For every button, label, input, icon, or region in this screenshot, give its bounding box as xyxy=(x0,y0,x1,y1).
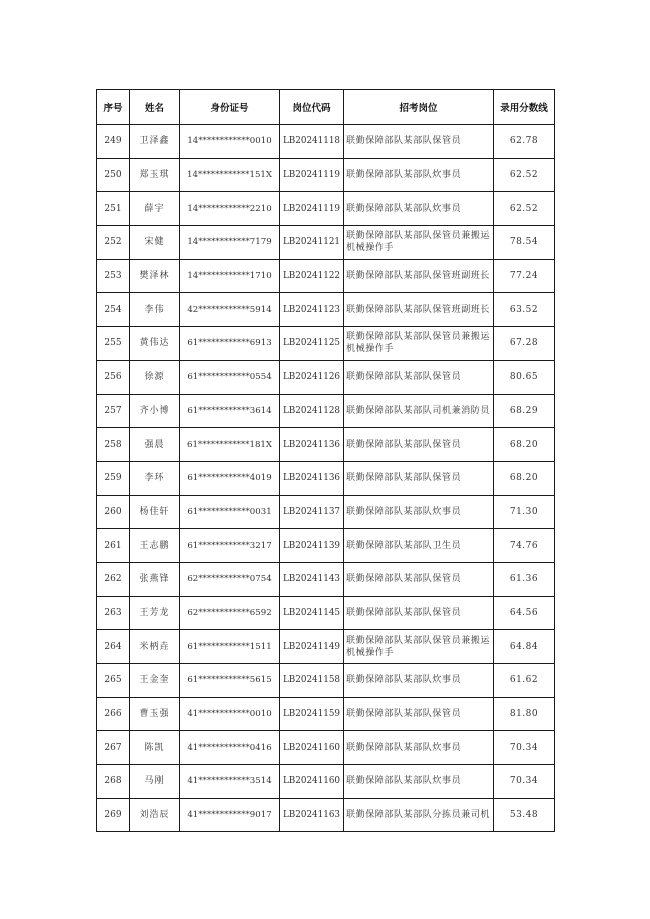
id-number-cell: 41************3514 xyxy=(180,765,280,799)
position-code-cell: LB20241149 xyxy=(280,630,344,664)
position-code-cell: LB20241139 xyxy=(280,529,344,563)
name-cell: 卫泽鑫 xyxy=(130,125,180,159)
score-cell: 61.36 xyxy=(494,562,555,596)
serial-number-cell: 260 xyxy=(97,495,130,529)
serial-number-cell: 261 xyxy=(97,529,130,563)
id-number-cell: 41************9017 xyxy=(180,798,280,832)
table-row xyxy=(97,259,555,293)
score-cell: 64.56 xyxy=(494,596,555,630)
name-cell: 王芳龙 xyxy=(130,596,180,630)
table-row xyxy=(97,158,555,192)
id-number-cell: 62************0754 xyxy=(180,562,280,596)
serial-number-cell: 258 xyxy=(97,428,130,462)
table-row xyxy=(97,529,555,563)
name-cell: 黄伟达 xyxy=(130,327,180,361)
name-cell: 米柄垚 xyxy=(130,630,180,664)
score-cell: 62.52 xyxy=(494,158,555,192)
position-cell: 联勤保障部队某部队保管员 xyxy=(344,125,494,159)
name-cell: 马刚 xyxy=(130,765,180,799)
header-name: 姓名 xyxy=(130,90,180,125)
serial-number-cell: 253 xyxy=(97,259,130,293)
score-cell: 70.34 xyxy=(494,765,555,799)
table-row xyxy=(97,192,555,226)
serial-number-cell: 267 xyxy=(97,731,130,765)
serial-number-cell: 257 xyxy=(97,394,130,428)
table-row xyxy=(97,360,555,394)
position-code-cell: LB20241123 xyxy=(280,293,344,327)
name-cell: 王志鹏 xyxy=(130,529,180,563)
score-cell: 68.20 xyxy=(494,461,555,495)
table-row xyxy=(97,495,555,529)
table-row xyxy=(97,428,555,462)
table-row xyxy=(97,125,555,159)
position-cell: 联勤保障部队某部队分拣员兼司机 xyxy=(344,798,494,832)
name-cell: 郑玉琪 xyxy=(130,158,180,192)
table-row xyxy=(97,697,555,731)
score-cell: 62.52 xyxy=(494,192,555,226)
position-cell: 联勤保障部队某部队卫生员 xyxy=(344,529,494,563)
name-cell: 樊泽林 xyxy=(130,259,180,293)
position-code-cell: LB20241122 xyxy=(280,259,344,293)
score-cell: 61.62 xyxy=(494,664,555,698)
score-cell: 77.24 xyxy=(494,259,555,293)
position-cell: 联勤保障部队某部队保管班副班长 xyxy=(344,293,494,327)
serial-number-cell: 256 xyxy=(97,360,130,394)
table-body xyxy=(97,125,555,832)
id-number-cell: 61************5615 xyxy=(180,664,280,698)
position-cell: 联勤保障部队某部队保管员 xyxy=(344,428,494,462)
position-cell: 联勤保障部队某部队保管员 xyxy=(344,562,494,596)
table-row xyxy=(97,327,555,361)
position-cell: 联勤保障部队某部队炊事员 xyxy=(344,664,494,698)
position-cell: 联勤保障部队某部队炊事员 xyxy=(344,495,494,529)
id-number-cell: 62************6592 xyxy=(180,596,280,630)
id-number-cell: 14************151X xyxy=(180,158,280,192)
admission-score-table xyxy=(96,89,555,832)
table-row xyxy=(97,226,555,260)
position-cell: 联勤保障部队某部队保管员 xyxy=(344,360,494,394)
id-number-cell: 61************0031 xyxy=(180,495,280,529)
serial-number-cell: 268 xyxy=(97,765,130,799)
score-cell: 81.80 xyxy=(494,697,555,731)
name-cell: 齐小博 xyxy=(130,394,180,428)
table-row xyxy=(97,630,555,664)
serial-number-cell: 269 xyxy=(97,798,130,832)
position-cell: 联勤保障部队某部队炊事员 xyxy=(344,192,494,226)
position-cell: 联勤保障部队某部队保管员兼搬运机械操作手 xyxy=(344,630,494,664)
position-code-cell: LB20241126 xyxy=(280,360,344,394)
serial-number-cell: 252 xyxy=(97,226,130,260)
serial-number-cell: 254 xyxy=(97,293,130,327)
position-code-cell: LB20241136 xyxy=(280,461,344,495)
id-number-cell: 61************0554 xyxy=(180,360,280,394)
position-code-cell: LB20241145 xyxy=(280,596,344,630)
score-cell: 53.48 xyxy=(494,798,555,832)
position-code-cell: LB20241121 xyxy=(280,226,344,260)
id-number-cell: 14************2210 xyxy=(180,192,280,226)
position-code-cell: LB20241119 xyxy=(280,192,344,226)
position-cell: 联勤保障部队某部队司机兼消防员 xyxy=(344,394,494,428)
header-row xyxy=(97,90,555,125)
name-cell: 徐源 xyxy=(130,360,180,394)
position-code-cell: LB20241158 xyxy=(280,664,344,698)
serial-number-cell: 265 xyxy=(97,664,130,698)
serial-number-cell: 266 xyxy=(97,697,130,731)
table-row xyxy=(97,461,555,495)
position-cell: 联勤保障部队某部队保管员兼搬运机械操作手 xyxy=(344,327,494,361)
name-cell: 张燕锋 xyxy=(130,562,180,596)
name-cell: 杨佳轩 xyxy=(130,495,180,529)
header-position: 招考岗位 xyxy=(344,90,494,125)
id-number-cell: 41************0010 xyxy=(180,697,280,731)
position-code-cell: LB20241163 xyxy=(280,798,344,832)
position-cell: 联勤保障部队某部队保管班副班长 xyxy=(344,259,494,293)
id-number-cell: 14************1710 xyxy=(180,259,280,293)
serial-number-cell: 255 xyxy=(97,327,130,361)
table-row xyxy=(97,562,555,596)
serial-number-cell: 249 xyxy=(97,125,130,159)
position-code-cell: LB20241118 xyxy=(280,125,344,159)
header-id-number: 身份证号 xyxy=(180,90,280,125)
id-number-cell: 41************0416 xyxy=(180,731,280,765)
score-cell: 71.30 xyxy=(494,495,555,529)
id-number-cell: 61************6913 xyxy=(180,327,280,361)
header-serial-number: 序号 xyxy=(97,90,130,125)
score-cell: 63.52 xyxy=(494,293,555,327)
name-cell: 薛宇 xyxy=(130,192,180,226)
position-cell: 联勤保障部队某部队保管员兼搬运机械操作手 xyxy=(344,226,494,260)
position-cell: 联勤保障部队某部队炊事员 xyxy=(344,765,494,799)
table-row xyxy=(97,596,555,630)
position-code-cell: LB20241143 xyxy=(280,562,344,596)
position-cell: 联勤保障部队某部队保管员 xyxy=(344,596,494,630)
table-row xyxy=(97,394,555,428)
position-cell: 联勤保障部队某部队保管员 xyxy=(344,461,494,495)
score-cell: 68.29 xyxy=(494,394,555,428)
score-cell: 67.28 xyxy=(494,327,555,361)
serial-number-cell: 263 xyxy=(97,596,130,630)
id-number-cell: 61************181X xyxy=(180,428,280,462)
position-code-cell: LB20241136 xyxy=(280,428,344,462)
serial-number-cell: 251 xyxy=(97,192,130,226)
position-code-cell: LB20241128 xyxy=(280,394,344,428)
table-row xyxy=(97,664,555,698)
position-code-cell: LB20241159 xyxy=(280,697,344,731)
position-code-cell: LB20241160 xyxy=(280,765,344,799)
table-row xyxy=(97,798,555,832)
id-number-cell: 14************7179 xyxy=(180,226,280,260)
name-cell: 王金奎 xyxy=(130,664,180,698)
serial-number-cell: 259 xyxy=(97,461,130,495)
table-row xyxy=(97,765,555,799)
serial-number-cell: 262 xyxy=(97,562,130,596)
name-cell: 李环 xyxy=(130,461,180,495)
id-number-cell: 61************1511 xyxy=(180,630,280,664)
score-cell: 62.78 xyxy=(494,125,555,159)
serial-number-cell: 264 xyxy=(97,630,130,664)
serial-number-cell: 250 xyxy=(97,158,130,192)
position-cell: 联勤保障部队某部队炊事员 xyxy=(344,731,494,765)
position-cell: 联勤保障部队某部队保管员 xyxy=(344,697,494,731)
table-row xyxy=(97,293,555,327)
header-score-line: 录用分数线 xyxy=(494,90,555,125)
id-number-cell: 61************4019 xyxy=(180,461,280,495)
position-code-cell: LB20241125 xyxy=(280,327,344,361)
name-cell: 刘浩辰 xyxy=(130,798,180,832)
name-cell: 强晨 xyxy=(130,428,180,462)
score-cell: 68.20 xyxy=(494,428,555,462)
name-cell: 曹玉强 xyxy=(130,697,180,731)
score-cell: 78.54 xyxy=(494,226,555,260)
position-code-cell: LB20241119 xyxy=(280,158,344,192)
id-number-cell: 42************5914 xyxy=(180,293,280,327)
position-code-cell: LB20241160 xyxy=(280,731,344,765)
score-cell: 74.76 xyxy=(494,529,555,563)
name-cell: 宋健 xyxy=(130,226,180,260)
score-cell: 64.84 xyxy=(494,630,555,664)
name-cell: 陈凯 xyxy=(130,731,180,765)
header-position-code: 岗位代码 xyxy=(280,90,344,125)
id-number-cell: 61************3217 xyxy=(180,529,280,563)
position-cell: 联勤保障部队某部队炊事员 xyxy=(344,158,494,192)
table-row xyxy=(97,731,555,765)
id-number-cell: 14************0010 xyxy=(180,125,280,159)
position-code-cell: LB20241137 xyxy=(280,495,344,529)
score-cell: 70.34 xyxy=(494,731,555,765)
score-cell: 80.65 xyxy=(494,360,555,394)
id-number-cell: 61************3614 xyxy=(180,394,280,428)
name-cell: 李伟 xyxy=(130,293,180,327)
